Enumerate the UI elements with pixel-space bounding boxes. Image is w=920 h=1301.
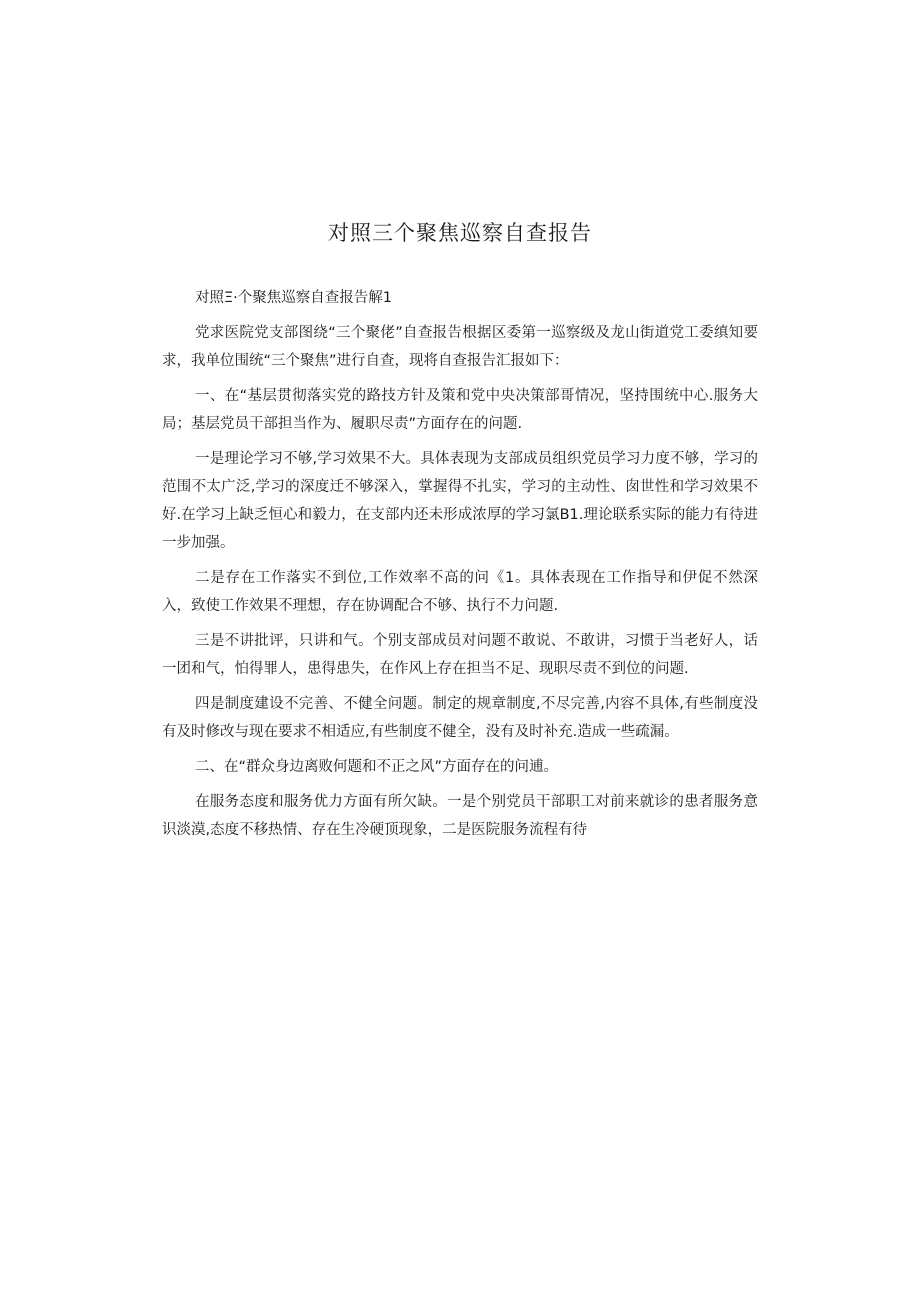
paragraph-issue-four: 四是制度建设不完善、不健全问题。制定的规章制度,不尽完善,内容不具体,有些制度没有及时修改与现在要求不相适应,有些制度不健全，没有及时补充.造成一些疏漏。 — [162, 696, 758, 740]
paragraph-issue-three: 三是不讲批评，只讲和气。个别支部成员对问题不敢说、不敢讲，习惯于当老好人，话一团和气，怕得罪人，患得患失，在作风上存在担当不足、现职尽责不到位的问题. — [162, 633, 758, 677]
paragraph-issue-one: 一是理论学习不够,学习效果不大。具体表现为支部成员组织党员学习力度不够，学习的范围不太广泛,学习的深度迁不够深入，掌握得不扎实，学习的主动性、囱世性和学习效果不好.在学习上缺乏恒心和毅力，在支部内还未形成浓厚的学习氯B1.理论联系实际的能力有待进一步加强。 — [162, 451, 758, 551]
paragraph-subtitle: 对照Ξ·个聚焦巡察自查报告解1 — [195, 290, 392, 306]
paragraph-section-one-heading: 一、在“基层贯彻落实党的路技方针及策和党中央决策部哥情况，坚持围统中心.服务大局；基层党员干部担当作为、履职尽责”方面存在的问题. — [162, 388, 758, 432]
paragraph-issue-two: 二是存在工作落实不到位,工作效率不高的问《1。具体表现在工作指导和伊促不然深入，致使工作效果不理想，存在协调配合不够、执行不力问题. — [162, 570, 758, 614]
paragraph-section-two-heading: 二、在“群众身边离败何题和不正之风”方面存在的问逋。 — [195, 759, 559, 775]
paragraph-service: 在服务态度和服务优力方面有所欠缺。一是个别党员干部职工对前来就诊的患者服务意识淡漠,态度不移热情、存在生冷硬顶现象，二是医院服务流程有待 — [162, 794, 758, 838]
document-body — [162, 284, 758, 851]
document-title: 对照三个聚焦巡察自查报告 — [328, 221, 592, 245]
paragraph-intro: 党求医院党支部图绕“三个聚佬”自查报告根据区委第一巡察级及龙山街道党工委缜知要求，我单位围统“三个聚焦”进行自查，现将自查报告汇报如下： — [162, 325, 758, 369]
